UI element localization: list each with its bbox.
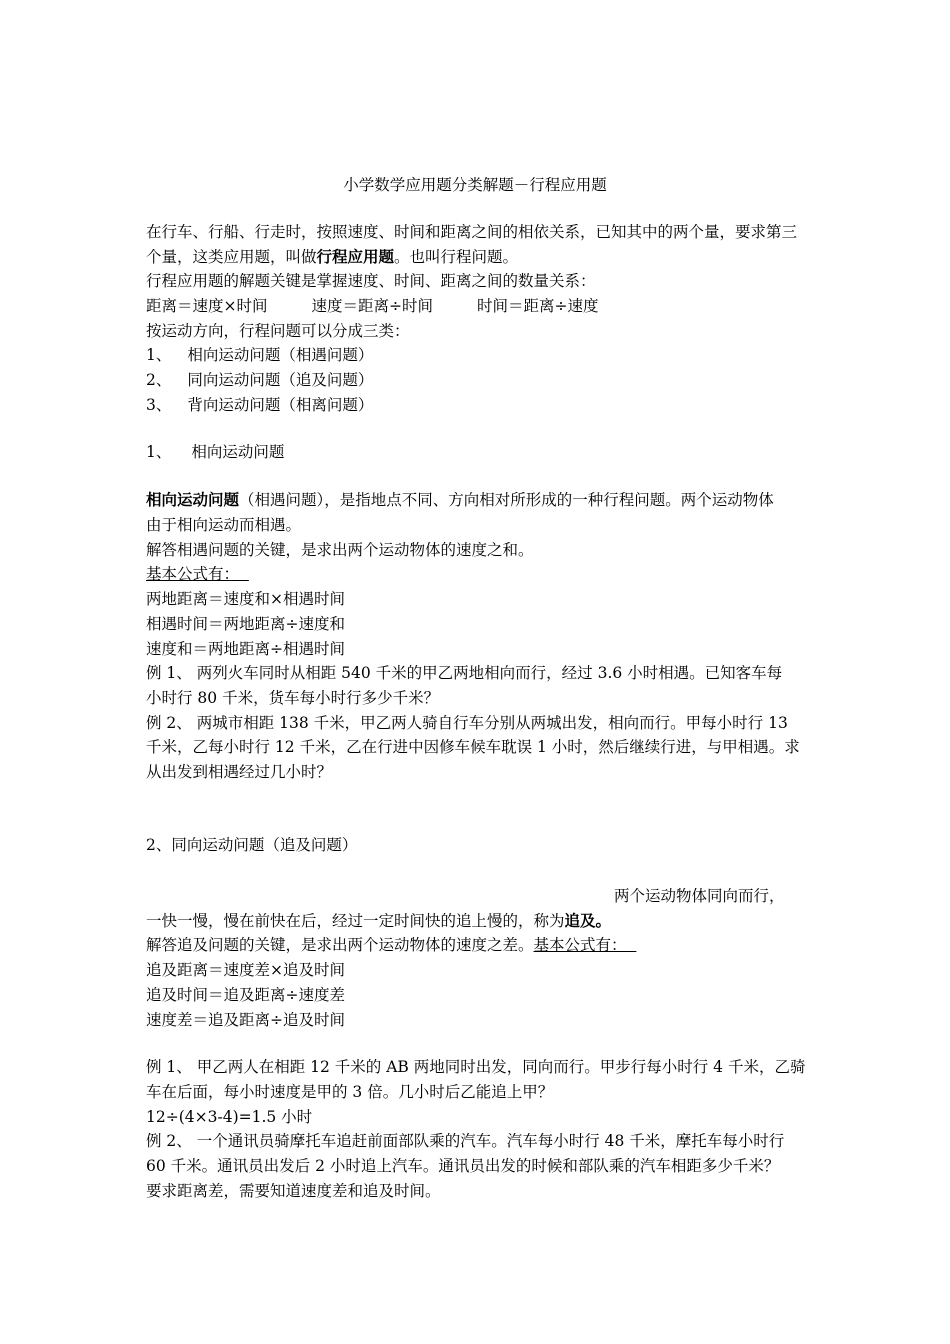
example-1-solution: 12÷(4×3-4)=1.5 小时	[146, 1108, 313, 1126]
section-1-line-2: 由于相向运动而相遇。	[146, 516, 302, 534]
example-2-line-2: 千米，乙每小时行 12 千米，乙在行进中因修车候车耽误 1 小时，然后继续行进，与甲相遇。求	[146, 738, 800, 756]
intro-formulas	[146, 294, 599, 318]
example-1-line-2: 车在后面，每小时速度是甲的 3 倍。几小时后乙能追上甲？	[146, 1083, 554, 1101]
category-number: 1、	[146, 346, 172, 364]
formula-line: 相遇时间＝两地距离÷速度和	[146, 615, 345, 633]
category-label: 背向运动问题（相离问题）	[187, 396, 374, 414]
intro-line-3: 行程应用题的解题关键是掌握速度、时间、距离之间的数量关系：	[146, 272, 596, 290]
term-bold: 追及。	[564, 911, 612, 930]
formula-heading-text: 基本公式有：	[146, 565, 240, 583]
example-2-line-1: 例 2、 两城市相距 138 千米，甲乙两人骑自行车分别从两城出发，相向而行。甲每小时行 13	[146, 714, 788, 732]
example-1-line-2: 小时行 80 千米，货车每小时行多少千米？	[146, 689, 440, 707]
section-2-line-0: 两个运动物体同向而行，	[614, 887, 785, 905]
intro-term: 行程应用题	[316, 247, 395, 266]
category-label: 相向运动问题（相遇问题）	[187, 346, 374, 364]
section-title: 相向运动问题	[191, 443, 285, 461]
category-label: 同向运动问题（追及问题）	[187, 371, 374, 389]
formula-line: 速度和＝两地距离÷相遇时间	[146, 640, 345, 658]
section-1-line-3: 解答相遇问题的关键，是求出两个运动物体的速度之和。	[146, 541, 534, 559]
formula-heading-label: 基本公式有：	[533, 936, 627, 954]
intro-line-1: 在行车、行船、行走时，按照速度、时间和距离之间的相依关系，已知其中的两个量，要求第三	[146, 223, 798, 241]
section-1-definition	[146, 488, 774, 512]
formula-heading	[146, 562, 249, 586]
category-item-1	[146, 343, 373, 367]
example-2-line-3: 从出发到相遇经过几小时？	[146, 763, 333, 781]
section-2-line-2	[146, 933, 636, 957]
intro-line-2	[146, 245, 518, 269]
section-number: 1、	[146, 443, 172, 461]
section-1-heading	[146, 440, 284, 464]
formula-line: 追及距离＝速度差×追及时间	[146, 961, 345, 979]
formula-distance: 距离＝速度×时间	[146, 297, 268, 315]
formula-speed: 速度＝距离÷时间	[311, 297, 433, 315]
category-item-2	[146, 368, 373, 392]
intro-text: 。也叫行程问题。	[394, 248, 519, 266]
formula-line: 追及时间＝追及距离÷速度差	[146, 986, 345, 1004]
category-number: 2、	[146, 371, 172, 389]
intro-line-5: 按运动方向，行程问题可以分成三类：	[146, 322, 410, 340]
formula-time: 时间＝距离÷速度	[477, 297, 599, 315]
section-2-definition	[146, 909, 611, 933]
formula-heading-text	[534, 936, 637, 954]
document-title: 小学数学应用题分类解题－行程应用题	[343, 176, 607, 194]
definition-text: （相遇问题），是指地点不同、方向相对所形成的一种行程问题。两个运动物体	[239, 491, 774, 509]
term-bold: 相向运动问题	[146, 490, 240, 509]
example-1-line-1: 例 1、 甲乙两人在相距 12 千米的 AB 两地同时出发，同向而行。甲步行每小时行 4 千米，乙骑	[146, 1058, 806, 1076]
example-2-line-2: 60 千米。通讯员出发后 2 小时追上汽车。通讯员出发的时候和部队乘的汽车相距多少千米？	[146, 1157, 780, 1175]
example-2-line-1: 例 2、 一个通讯员骑摩托车追赶前面部队乘的汽车。汽车每小时行 48 千米，摩托车每小时行	[146, 1132, 785, 1150]
formula-line: 两地距离＝速度和×相遇时间	[146, 590, 345, 608]
formula-line: 速度差＝追及距离÷追及时间	[146, 1011, 345, 1029]
category-item-3	[146, 393, 373, 417]
intro-text: 个量，这类应用题，叫做	[146, 248, 317, 266]
definition-text: 一快一慢，慢在前快在后，经过一定时间快的追上慢的，称为	[146, 912, 565, 930]
section-2-heading: 2、同向运动问题（追及问题）	[146, 836, 358, 854]
example-2-line-3: 要求距离差，需要知道速度差和追及时间。	[146, 1182, 441, 1200]
example-1-line-1: 例 1、 两列火车同时从相距 540 千米的甲乙两地相向而行，经过 3.6 小时相遇。已知客车每	[146, 664, 783, 682]
category-number: 3、	[146, 396, 172, 414]
key-text: 解答追及问题的关键，是求出两个运动物体的速度之差。	[146, 936, 534, 954]
